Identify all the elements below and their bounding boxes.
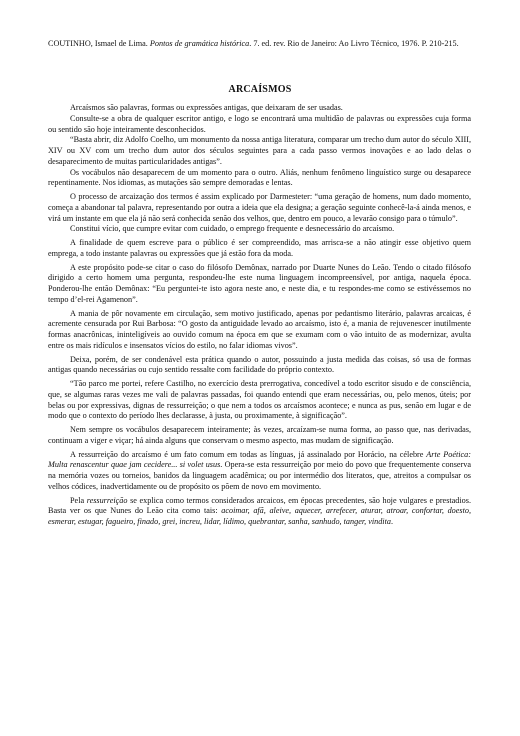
article-body — [48, 103, 471, 528]
paragraph — [48, 496, 471, 528]
text-run: . Opera-se esta ressurreição por meio do povo que frequentemente conserva na memória vozes ou torneios, banidos da linguagem acadêmica; ou por intermédio dos literatos, que, atreitos a compulsar os velhos códices, inadvertidamente ou de propósito os põem de novo em movimento. — [48, 460, 471, 491]
archaic-word-list: acoimar, afã, aleive, aquecer, arrefecer, aturar, atroar, confortar, doesto, esmerar, estugar, fagueiro, finado, grei, increu, lidar, lídimo, quebrantar, sanha, sanhudo, tanger, vindita — [48, 506, 472, 526]
paragraph: Consulte-se a obra de qualquer escritor antigo, e logo se encontrará uma multidão de palavras ou expressões cuja forma ou sentido são hoje inteiramente desconhecidos. — [48, 113, 471, 134]
text-run: se explica como termos considerados arcaicos, em épocas precedentes, são hoje vulgares e prestadios. Basta ver os que Nunes do Leão cita como tais: — [48, 495, 471, 516]
bibliographic-citation — [48, 38, 478, 49]
paragraph — [48, 450, 471, 493]
paragraph: Constitui vício, que cumpre evitar com cuidado, o emprego frequente e desnecessário do arcaísmo. — [70, 224, 395, 234]
latin-quotation: Arte Poética: Multa renascentur quae jam cecidere... si volet usus — [48, 449, 471, 470]
paragraph: A finalidade de quem escreve para o público é ser compreendido, mas arrisca-se a não atingir esse objetivo quem emprega, a todo instante palavras ou expressões que já estão fora da moda. — [48, 238, 471, 258]
paragraph: Nem sempre os vocábulos desaparecem inteiramente; às vezes, arcaízam-se numa forma, ao passo que, nas derivadas, continuam a viger e viçar; há ainda alguns que conservam o mesmo aspecto, mas mudam de significação. — [48, 425, 471, 445]
citation-title: Pontos de gramática histórica — [149, 39, 250, 48]
page-title: ARCAÍSMOS — [228, 84, 292, 95]
paragraph: A este propósito pode-se citar o caso do filósofo Demônax, narrado por Duarte Nunes do Leão. Tendo o citado filósofo dirigido a certo homem uma pergunta, respondeu-lhe este numa linguagem incompreensível, por antiga, naquela época. Ponderou-lhe então Demônax: “Eu perguntei-te isto agora neste ano, e neste dia, e tu respondes-me como se estivéssemos no tempo d’el-rei Agamenon”. — [48, 262, 471, 304]
paragraph: A mania de pôr novamente em circulação, sem motivo justificado, apenas por pedantismo literário, palavras arcaicas, é acremente censurada por Rui Barbosa: “O gosto da antiguidade levado ao arcaísmo, isto é, a mania de rejuvenescer inutilmente formas anacrônicas, ininteligíveis ao ouvido comum na época em que se exumam com o vão intuito de as modernizar, avulta entre os mais ridículos e insensatos vícios do estilo, no falar idiomas vivos”. — [48, 308, 471, 350]
paragraph: “Basta abrir, diz Adolfo Coelho, um monumento da nossa antiga literatura, comparar um trecho dum autor do século XIII, XIV ou XV com um trecho dum autor dos séculos seguintes para a cada passo vermos inovações e ao lado delas o desaparecimento de muitas particularidades antigas”. — [48, 135, 471, 166]
paragraph: “Tão parco me portei, refere Castilho, no exercício desta prerrogativa, concedível a todo escritor sisudo e de consciência, que, se algumas raras vezes me vali de palavras passadas, foi quando entendi que eram necessárias, ou, pelo menos, úteis; por belas ou por expressivas, dignas de ressurreição; o que nem a todos os arcaísmos acontece; e nunca as pus, senão em lugar e de modo que o contexto do período lhes declarasse, à justa, ou proximamente, à significação”. — [48, 379, 471, 421]
paragraph: Arcaísmos são palavras, formas ou expressões antigas, que deixaram de ser usadas. — [70, 103, 343, 112]
emphasized-term: ressurreição — [86, 495, 128, 505]
paragraph: O processo de arcaização dos termos é assim explicado por Darmesteter: “uma geração de homens, num dado momento, começa a abandonar tal palavra, representando por outra a ideia que ela designa; a geração seguinte conhecê-la-á ainda menos, e virá um instante em que ela já não será conhecida senão dos velhos, que, dentro em pouco, a levarão consigo para o túmulo”. — [48, 192, 471, 223]
citation-details: . 7. ed. rev. Rio de Janeiro: Ao Livro Técnico, 1976. P. 210-215. — [249, 39, 459, 48]
paragraph: Deixa, porém, de ser condenável esta prática quando o autor, possuindo a justa medida das coisas, só usa de formas antigas quando necessárias ou cujo sentido ressalte com facilidade do próprio contexto. — [48, 354, 471, 375]
citation-author: COUTINHO, Ismael de Lima. — [48, 39, 148, 48]
text-run: . — [390, 517, 394, 526]
text-run: A ressurreição do arcaísmo é um fato comum em todas as línguas, já assinalado por Horácio, na célebre — [70, 449, 427, 459]
text-run: Pela — [70, 495, 87, 505]
paragraph: Os vocábulos não desaparecem de um momento para o outro. Aliás, nenhum fenômeno linguístico surge ou desaparece repentinamente. Nos idiomas, as mutações são sempre demoradas e lentas. — [48, 167, 471, 188]
